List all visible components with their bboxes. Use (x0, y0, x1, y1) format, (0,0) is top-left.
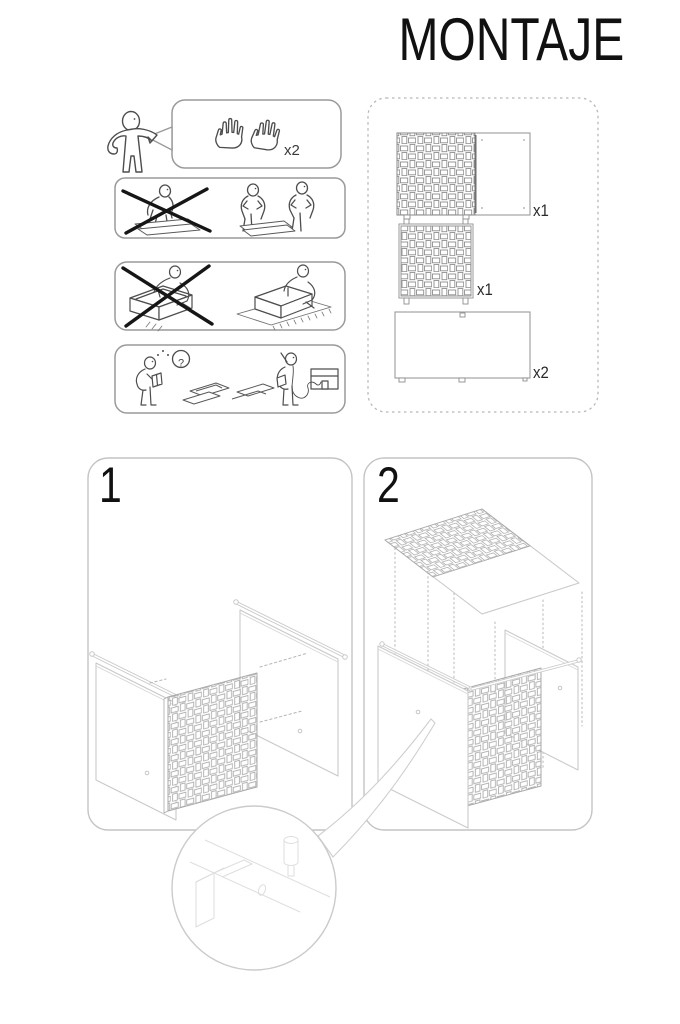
step-number: 2 (377, 457, 400, 513)
part-quantity-label: x2 (533, 364, 549, 383)
part-plain-side-panel (395, 312, 530, 382)
part-woven-back-panel (399, 219, 473, 304)
hands-count-label: x2 (284, 142, 300, 159)
warning-panel-two-people (115, 178, 345, 238)
speech-panel (108, 100, 341, 172)
person-icon (108, 112, 157, 173)
question-mark-label: ? (177, 357, 185, 370)
step-1-panel (88, 457, 352, 830)
page-title: MONTAJE (398, 6, 624, 73)
warning-panel-soft-surface (115, 262, 345, 331)
part-quantity-label: x1 (533, 202, 549, 221)
help-panel (115, 345, 345, 413)
step-number: 1 (99, 457, 122, 513)
part-half-woven-top-panel (397, 133, 530, 219)
parts-panel (368, 98, 598, 412)
part-quantity-label: x1 (477, 281, 493, 300)
